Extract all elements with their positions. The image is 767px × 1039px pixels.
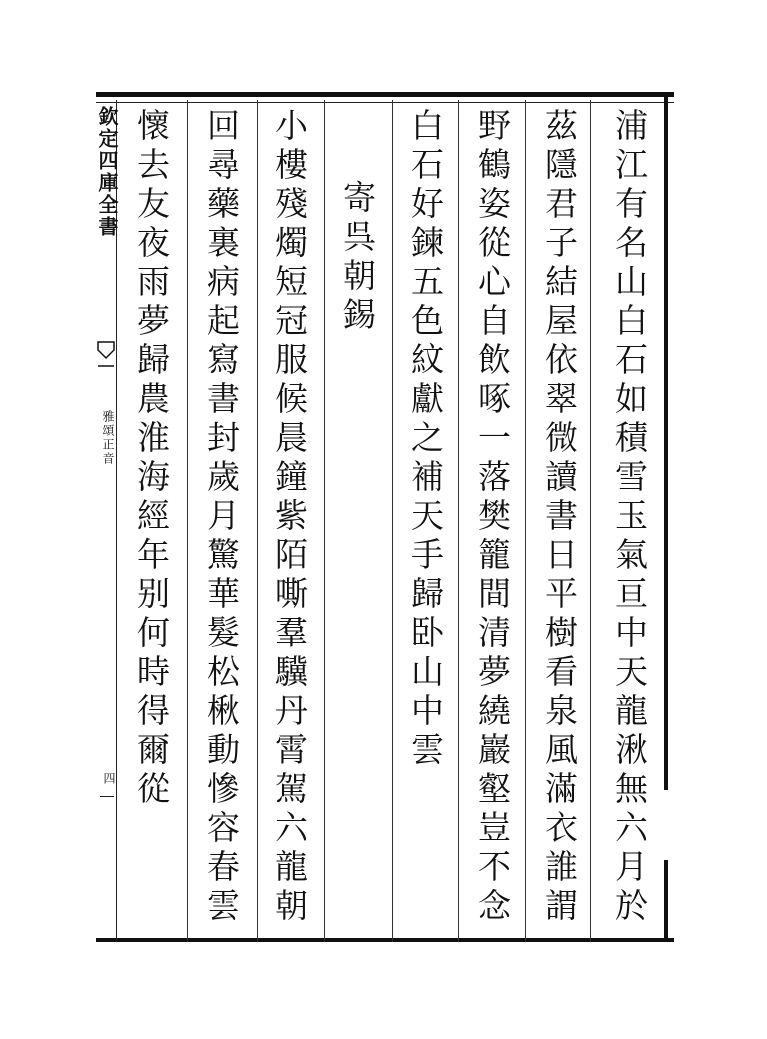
frame-bottom-border xyxy=(96,938,674,942)
column-divider xyxy=(590,100,591,942)
text-column-7: 回尋藥裏病起寫書封歲月驚華髮松楸動慘容春雲 xyxy=(202,108,241,927)
column-divider xyxy=(392,100,393,942)
book-title: 雅頌正音 xyxy=(101,410,115,466)
text-column-3: 野鶴姿從心自飲啄一落樊籠間清夢繞巖壑豈不念 xyxy=(473,108,512,927)
column-divider xyxy=(324,100,325,942)
text-column-1: 浦江有名山白石如積雪玉氣亘中天龍湫無六月於 xyxy=(610,108,649,927)
collection-title: 欽定四庫全書 xyxy=(95,106,119,238)
column-divider xyxy=(458,100,459,942)
text-column-6: 小樓殘燭短冠服候晨鐘紫陌嘶羣驥丹霄駕六龍朝 xyxy=(270,108,309,927)
text-column-8: 懷去友夜雨夢歸農淮海經年别何時得爾從 xyxy=(132,108,171,810)
poem-title: 寄呉朝錫 xyxy=(338,180,377,336)
text-column-4: 白石好鍊五色紋獻之補天手歸卧山中雲 xyxy=(406,108,445,771)
column-divider xyxy=(187,100,188,942)
text-column-2: 茲隱君子結屋依翠微讀書日平樹看泉風滿衣誰謂 xyxy=(540,108,579,927)
page-number-rule xyxy=(100,796,114,797)
page-number: 四 xyxy=(102,772,116,784)
frame-top-border xyxy=(96,92,674,97)
frame-right-gap xyxy=(664,790,672,860)
fish-tail-mark xyxy=(96,340,116,370)
column-divider xyxy=(525,100,526,942)
column-divider xyxy=(257,100,258,942)
frame-top-inner-border xyxy=(96,102,674,103)
